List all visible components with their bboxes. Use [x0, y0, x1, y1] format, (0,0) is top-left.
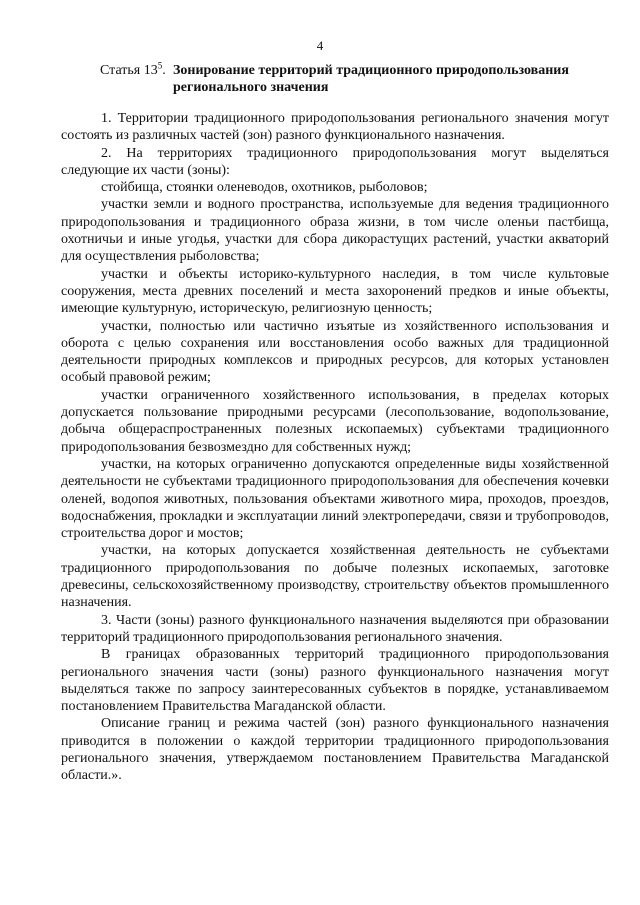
paragraph: участки земли и водного пространства, используемые для ведения традиционного природопользования и традиционного образа жизни, в том числе оленьи пастбища, охотничьи и иные угодья, участки для сбора дикорастущих растений, участки акваторий для осуществления рыболовства; — [61, 197, 609, 265]
article-body — [61, 110, 609, 785]
paragraph: 3. Части (зоны) разного функционального назначения выделяются при образовании территорий традиционного природопользования регионального значения. — [61, 612, 609, 645]
paragraph: участки, на которых допускается хозяйственная деятельность не субъектами традиционного природопользования по добыче полезных ископаемых, заготовке древесины, сельскохозяйственному производству, строительству объектов промышленного назначения. — [61, 543, 609, 611]
paragraph: участки и объекты историко-культурного наследия, в том числе культовые сооружения, места древних поселений и места захоронений предков и иные объекты, имеющие культурную, историческую, религиозную ценность; — [61, 266, 609, 317]
article-header — [100, 62, 580, 96]
article-label-suffix: . — [162, 63, 166, 78]
paragraph: участки, полностью или частично изъятые из хозяйственного использования и оборота с целью сохранения или восстановления особо важных для традиционной деятельности природных комплексов и природных ресурсов, для которых установлен особый правовой режим; — [61, 318, 609, 386]
paragraph: участки ограниченного хозяйственного использования, в пределах которых допускается пользование природными ресурсами (лесопользование, водопользование, добыча общераспространенных полезных ископаемых) субъектами традиционного природопользования безвозмездно для собственных нужд; — [61, 387, 609, 455]
paragraph: В границах образованных территорий традиционного природопользования регионального значения части (зоны) разного функционального назначения могут выделяться также по запросу заинтересованных субъектов в порядке, устанавливаемом постановлением Правительства Магаданской области. — [61, 647, 609, 715]
article-title: Зонирование территорий традиционного природопользования регионального значения — [173, 63, 569, 95]
paragraph: Описание границ и режима частей (зон) разного функционального назначения приводится в положении о каждой территории традиционного природопользования регионального значения, утверждаемом постановлением Правительства Магаданской области.». — [61, 716, 609, 784]
article-label-prefix: Статья 13 — [100, 63, 158, 78]
paragraph: участки, на которых ограниченно допускаются определенные виды хозяйственной деятельности не субъектами традиционного природопользования для обеспечения кочевки оленей, водопоя животных, пользования объектами животного мира, проходов, проездов, водоснабжения, прокладки и эксплуатации линий электропередачи, связи и трубопроводов, строительства дорог и мостов; — [61, 456, 609, 542]
article-label-superscript: 5 — [157, 60, 163, 71]
paragraph: 2. На территориях традиционного природопользования могут выделяться следующие их части (зоны): — [61, 145, 609, 178]
page-number: 4 — [316, 38, 324, 53]
paragraph: стойбища, стоянки оленеводов, охотников, рыболовов; — [101, 180, 428, 196]
article-label — [100, 62, 172, 79]
paragraph: 1. Территории традиционного природопользования регионального значения могут состоять из различных частей (зон) разного функционального назначения. — [61, 111, 609, 144]
